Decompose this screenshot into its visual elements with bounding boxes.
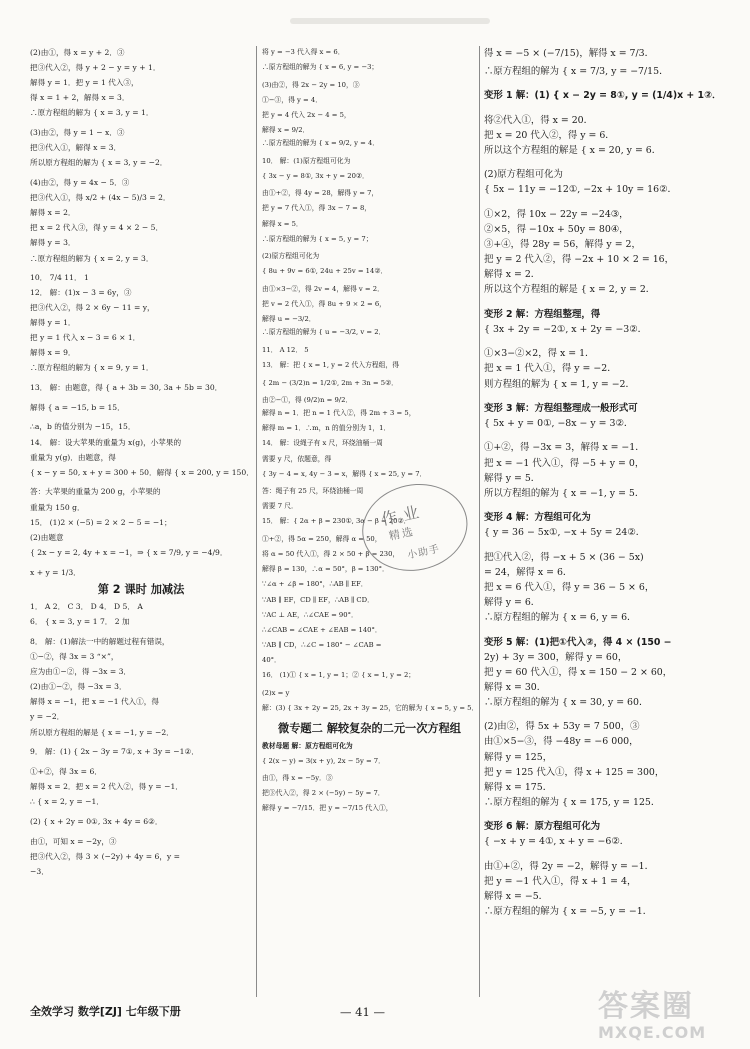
answer-column-right — [484, 48, 724, 931]
answer-line: ∴原方程组的解为 { x = 30, y = 60． — [484, 696, 649, 708]
answer-line: 解得 x = 9． — [30, 348, 76, 358]
answer-line: 微专题二 解较复杂的二元一次方程组 — [278, 722, 461, 736]
answer-line: 8． 解：(1)解法一中的解题过程有错误， — [30, 636, 170, 646]
answer-line: ∵∠α + ∠β = 180°，∴AB ∥ EF． — [262, 580, 368, 589]
answer-line: 解得 x = −5． — [484, 890, 549, 902]
answer-line: 答：绳子有 25 尺，环绕油桶一周 — [262, 487, 364, 496]
print-smudge — [290, 18, 490, 24]
answer-line: 变形 4 解：方程组可化为 — [484, 512, 591, 524]
answer-line: ①−②，得 3x = 3 “×”， — [30, 652, 119, 662]
answer-line: 解得 x = 9/2． — [262, 126, 310, 135]
answer-line: 1． A 2． C 3． D 4． D 5． A — [30, 602, 143, 612]
answer-line: 解得 x = 2． — [484, 269, 541, 281]
answer-line: 由②−①，得 (9/2)n = 9/2． — [262, 396, 353, 405]
answer-line: (2)原方程组可化为 — [484, 169, 563, 181]
answer-line: 重量为 y(g)．由题意，得 — [30, 452, 116, 462]
answer-line: 把 x = −1 代入①，得 −5 + y = 0， — [484, 457, 645, 469]
answer-line: ∴原方程组的解为 { x = 6, y = 6． — [484, 612, 637, 624]
answer-line: ∴∠CAB = ∠CAE + ∠EAB = 140°． — [262, 625, 382, 634]
answer-line: ∴原方程组的解为 { x = 3, y = 1． — [30, 108, 154, 118]
answer-line: 所以这个方程组的解是 { x = 2, y = 2． — [484, 284, 656, 296]
answer-line: 13． 解：把 { x = 1, y = 2 代入方程组，得 — [262, 360, 400, 369]
answer-line: ∴原方程组的解为 { u = −3/2, v = 2． — [262, 328, 386, 337]
answer-line: 把 y = 7 代入①，得 3x − 7 = 8， — [262, 204, 372, 213]
answer-line: 14． 解：设大苹果的重量为 x(g)，小苹果的 — [30, 437, 182, 447]
answer-line: ∴原方程组的解为 { x = −5, y = −1． — [484, 906, 653, 918]
answer-line: 由①×5−③，得 −48y = −6 000， — [484, 736, 639, 748]
answer-line: { 3x + 2y = −2①, x + 2y = −3②． — [484, 323, 648, 335]
answer-line: 解得 x = 2． — [30, 208, 76, 218]
answer-line: 把 x = 1 代入①，得 y = −2． — [484, 363, 617, 375]
answer-line: (2)由题意 — [30, 532, 64, 542]
answer-line: 解：(3) { 3x + 2y = 25, 2x + 3y = 25，它的解为 { x = 5, y = 5． — [262, 703, 479, 712]
answer-line: 15． (1)2 × (−5) = 2 × 2 − 5 = −1； — [30, 517, 172, 527]
answer-column-left — [30, 48, 252, 882]
answer-line: { x − y = 50, x + y = 300 + 50．解得 { x = 200, y = 150． — [30, 467, 254, 477]
answer-line: ∴原方程组的解为 { x = 2, y = 3． — [30, 253, 154, 263]
column-divider-2 — [479, 46, 480, 997]
answer-line: 把 x = 20 代入②，得 y = 6． — [484, 129, 615, 141]
answer-line: 把③代入②，得 3 × (−2y) + 4y = 6，y = — [30, 851, 180, 861]
answer-line: 需要 7 尺． — [262, 502, 298, 511]
answer-line: 得 x = 1 + 2，解得 x = 3． — [30, 93, 130, 103]
top-edge — [30, 18, 724, 28]
answer-line: x + y = 1/3． — [30, 567, 81, 577]
answer-line: ∴原方程组的解为 { x = 9/2, y = 4． — [262, 138, 380, 147]
answer-line: ∴原方程组的解为 { x = 7/3, y = −7/15． — [484, 65, 669, 77]
answer-line: 10． 解：(1)原方程组可化为 — [262, 156, 351, 165]
answer-line: ∴原方程组的解为 { x = 5, y = 7； — [262, 234, 373, 243]
answer-line: (2) { x + 2y = 0①, 3x + 4y = 6②． — [30, 816, 163, 826]
answer-line: ①−③，得 y = 4． — [262, 95, 323, 104]
answer-line: 解得 x = 2．把 x = 2 代入②，得 y = −1． — [30, 782, 183, 792]
answer-line: 把③代入②，得 y + 2 − y = y + 1． — [30, 63, 161, 73]
answer-line: 把 x = 6 代入①，得 y = 36 − 5 × 6， — [484, 581, 655, 593]
answer-line: 40°． — [262, 655, 281, 664]
answer-line: 变形 2 解：方程组整理，得 — [484, 308, 601, 320]
answer-line: (4)由②，得 y = 4x − 5．③ — [30, 178, 130, 188]
answer-line: 得 x = −5 × (−7/15)，解得 x = 7/3． — [484, 48, 654, 59]
column-divider-1 — [256, 46, 257, 997]
answer-line: 把 y = 2 代入②，得 −2x + 10 × 2 = 16， — [484, 254, 675, 266]
answer-line: (2)原方程组可化为 — [262, 252, 320, 261]
answer-line: 把 y = −1 代入①，得 x + 1 = 4， — [484, 875, 637, 887]
answer-line: y = −2． — [30, 712, 65, 722]
answer-line: ①×3−②×2，得 x = 1． — [484, 348, 595, 360]
book-title: 全效学习 数学[ZJ] 七年级下册 — [30, 1005, 181, 1018]
answer-line: (2)由①，得 x = y + 2．③ — [30, 48, 125, 57]
answer-line: 解得 { a = −15, b = 15． — [30, 402, 125, 412]
answer-line: { 5x − 11y = −12①, −2x + 10y = 16②． — [484, 184, 677, 196]
stamp-text-2: 精选 — [387, 524, 416, 543]
answer-line: 解得 m = 1．∴m，n 的值分别为 1，1． — [262, 424, 391, 433]
answer-line: 把 v = 2 代入①，得 8u + 9 × 2 = 6， — [262, 300, 386, 309]
answer-column-middle — [262, 48, 477, 817]
answer-line: 把 x = 2 代入③，得 y = 4 × 2 − 5． — [30, 223, 164, 233]
answer-line: 11． A 12． 5 — [262, 345, 309, 354]
answer-line: ∴原方程组的解为 { x = 6, y = −3； — [262, 63, 379, 72]
answer-line: 把 y = 60 代入①，得 x = 150 − 2 × 60， — [484, 666, 673, 678]
answer-line: 应为由①−②，得 −3x = 3． — [30, 667, 132, 677]
answer-line: { y = 36 − 5x①, −x + 5y = 24②． — [484, 527, 646, 539]
answer-line: 15． 解：{ 2α + β = 230①, 3α − β = 20②． — [262, 517, 411, 526]
answer-line: 6． { x = 3, y = 1 7． 2 加 — [30, 617, 130, 627]
answer-line: 14． 解：设绳子有 x 尺，环绕油桶一周 — [262, 439, 383, 448]
answer-line: { −x + y = 4①, x + y = −6②． — [484, 836, 630, 848]
stamp-ring — [354, 474, 476, 580]
answer-line: 把 y = 4 代入 2x − 4 = 5， — [262, 110, 351, 119]
answer-line: 解得 y = 125， — [484, 751, 553, 763]
answer-line: 12． 解：(1)x − 3 = 6y，③ — [30, 287, 132, 297]
answer-line: 变形 3 解：方程组整理成一般形式可 — [484, 402, 638, 414]
answer-line: 把③代入②，得 2 × (−5y) − 5y = 7． — [262, 789, 385, 798]
answer-line: { 2(x − y) = 3(x + y), 2x − 5y = 7． — [262, 756, 385, 765]
answer-line: 16． (1)① { x = 1, y = 1；② { x = 1, y = 2； — [262, 670, 416, 679]
answer-line: 把 y = 125 代入①，得 x + 125 = 300， — [484, 766, 665, 778]
answer-line: 变形 1 解：(1) { x − 2y = 8①, y = (1/4)x + 1②． — [484, 90, 722, 102]
answer-line: ∴原方程组的解为 { x = 9, y = 1． — [30, 363, 154, 373]
answer-line: 把③代入②，得 2 × 6y − 11 = y， — [30, 302, 155, 312]
answer-line: ②×5，得 −10x + 50y = 80④， — [484, 223, 629, 235]
watermark-url: MXQE.COM — [598, 1023, 707, 1042]
answer-line: 解得 y = −7/15．把 y = −7/15 代入①， — [262, 804, 393, 813]
answer-line: 解得 β = 130，∴α = 50°，β = 130°． — [262, 565, 389, 574]
answer-line: { 3x − y = 8①, 3x + y = 20②． — [262, 171, 369, 180]
answer-line: (2)x = y — [262, 688, 290, 697]
answer-line: 变形 5 解：(1)把①代入②，得 4 × (150 − — [484, 636, 672, 648]
answer-line: { 8u + 9v = 6①, 24u + 25v = 14②． — [262, 267, 388, 276]
answer-line: 13． 解：由题意，得 { a + 3b = 30, 3a + 5b = 30． — [30, 382, 223, 392]
answer-line: 所以原方程组的解是 { x = −1, y = −2． — [30, 727, 174, 737]
answer-line: 解得 y = 6． — [484, 597, 541, 609]
answer-line: = 24，解得 x = 6． — [484, 566, 573, 578]
answer-line: ∴ { x = 2, y = −1． — [30, 797, 104, 807]
answer-line: 将②代入①，得 x = 20． — [484, 114, 594, 126]
answer-line: 教材母题 解：原方程组可化为 — [262, 741, 353, 750]
answer-line: (2)由②，得 5x + 53y = 7 500，③ — [484, 721, 640, 733]
answer-line: 将 α = 50 代入①，得 2 × 50 + β = 230， — [262, 550, 400, 559]
answer-line: ①+②，得 3x = 6． — [30, 767, 102, 777]
answer-line: 将 y = −3 代入得 x = 6． — [262, 48, 345, 56]
answer-line: (2)由①−②，得 −3x = 3． — [30, 682, 127, 692]
stamp-text-1: 作业 — [379, 501, 427, 529]
answer-line: { 2x − y = 2, 4y + x = −1，⇒ { x = 7/9, y = −4/9． — [30, 547, 228, 557]
answer-line: ①×2，得 10x − 22y = −24③， — [484, 208, 629, 220]
answer-line: 解得 n = 1．把 n = 1 代入②，得 2m + 3 = 5， — [262, 409, 416, 418]
answer-line: 答：大苹果的重量为 200 g，小苹果的 — [30, 487, 161, 497]
answer-line: 所以这个方程组的解是 { x = 20, y = 6． — [484, 144, 662, 156]
answer-line: ①+②，得 5α = 250，解得 α = 50， — [262, 535, 382, 544]
watermark-text: 答案圈 — [598, 989, 694, 1024]
answer-line: 解得 y = 5． — [484, 472, 541, 484]
answer-line: 需要 y 尺，依题意，得 — [262, 454, 332, 463]
answer-line: 把③代入①，得 x/2 + (4x − 5)/3 = 2． — [30, 193, 171, 203]
answer-line: 由①+②，得 2y = −2，解得 y = −1． — [484, 860, 655, 872]
answer-line: { 3y − 4 = x, 4y − 3 = x，解得 { x = 25, y = 7． — [262, 469, 427, 478]
answer-line: ∵AC ⊥ AE，∴∠CAE = 90°． — [262, 610, 358, 619]
answer-line: 所以方程组的解为 { x = −1, y = 5． — [484, 487, 645, 499]
stamp-text-3: 小助手 — [406, 543, 442, 562]
answer-line: ①+②，得 −3x = 3，解得 x = −1． — [484, 442, 645, 454]
answer-line: 9． 解：(1) { 2x − 3y = 7①, x + 3y = −1②． — [30, 747, 199, 757]
answer-line: 所以原方程组的解为 { x = 3, y = −2． — [30, 158, 168, 168]
answer-line: 解得 x = 175． — [484, 781, 553, 793]
answer-line: 解得 u = −3/2． — [262, 315, 316, 324]
answer-line: (3)由②，得 y = 1 − x．③ — [30, 128, 125, 138]
answer-line: 重量为 150 g． — [30, 502, 85, 512]
answer-line: 由①+②，得 4y = 28，解得 y = 7， — [262, 189, 379, 198]
answer-line: 把①代入②，得 −x + 5 × (36 − 5x) — [484, 551, 644, 563]
answer-line: 由①×3−②，得 2v = 4，解得 v = 2． — [262, 285, 384, 294]
answer-line: 把③代入①，解得 x = 3． — [30, 143, 122, 153]
answer-line: ∵AB ∥ EF，CD ∥ EF，∴AB ∥ CD． — [262, 595, 374, 604]
answer-line: −3． — [30, 866, 49, 876]
page-number: — 41 — — [340, 1005, 385, 1019]
answer-line: ∵AB ∥ CD，∴∠C = 180° − ∠CAB = — [262, 640, 382, 649]
answer-line: 解得 x = 5． — [262, 219, 303, 228]
answer-line: 解得 y = 1． — [30, 317, 76, 327]
answer-line: 解得 x = −1，把 x = −1 代入①，得 — [30, 697, 159, 707]
answer-line: 2y) + 3y = 300，解得 y = 60， — [484, 651, 628, 663]
answer-line: 第 2 课时 加减法 — [97, 583, 185, 597]
site-watermark — [598, 990, 728, 1042]
answer-line: (3)由②，得 2x − 2y = 10，③ — [262, 80, 360, 89]
answer-line: 解得 y = 1．把 y = 1 代入③， — [30, 78, 139, 88]
answer-line: ∴a，b 的值分别为 −15，15． — [30, 422, 136, 432]
answer-line: 把 y = 1 代入 x − 3 = 6 × 1． — [30, 333, 141, 342]
answer-line: ∴原方程组的解为 { x = 175, y = 125． — [484, 796, 661, 808]
answer-line: ③+④，得 28y = 56，解得 y = 2， — [484, 239, 641, 251]
answer-line: 由①，可知 x = −2y，③ — [30, 836, 117, 846]
answer-line: 则方程组的解为 { x = 1, y = −2． — [484, 378, 635, 390]
answer-line: { 2m − (3/2)n = 1/2①, 2m + 3n = 5②． — [262, 378, 398, 387]
answer-line: 10． 7/4 11． 1 — [30, 273, 89, 283]
answer-line: 解得 x = 30． — [484, 681, 547, 693]
answer-line: 由①，得 x = −5y．③ — [262, 774, 333, 783]
answer-line: 变形 6 解：原方程组可化为 — [484, 821, 601, 833]
answer-line: { 5x + y = 0①, −8x − y = 3②． — [484, 418, 634, 430]
answer-line: 解得 y = 3． — [30, 238, 76, 248]
